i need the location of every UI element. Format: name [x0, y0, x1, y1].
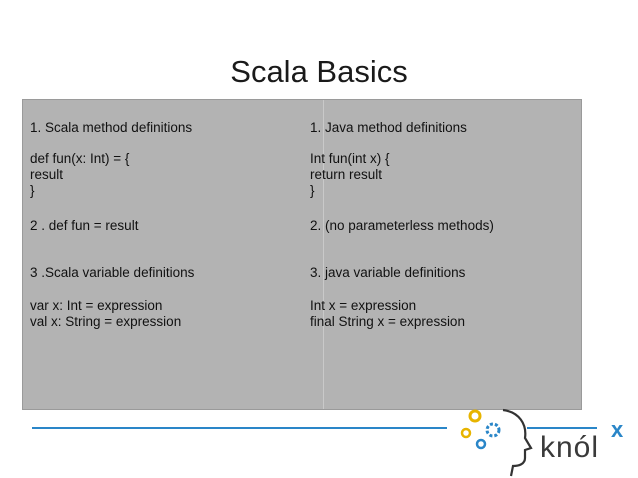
scala-variable-heading: 3 .Scala variable definitions [30, 265, 195, 280]
slide-title: Scala Basics [230, 54, 408, 89]
scala-val-line: val x: String = expression [30, 314, 182, 329]
java-code-line-1: Int fun(int x) { [310, 151, 390, 166]
java-parameterless-note: 2. (no parameterless methods) [310, 218, 494, 233]
logo-x-mark: x [611, 417, 624, 442]
scala-method-heading: 1. Scala method definitions [30, 120, 193, 135]
scala-code-line-2: result [30, 167, 64, 182]
java-method-heading: 1. Java method definitions [310, 120, 467, 135]
column-divider [323, 100, 324, 409]
scala-code-line-3: } [30, 183, 35, 198]
logo-wordmark: knól [540, 431, 600, 464]
scala-var-line: var x: Int = expression [30, 298, 163, 313]
java-variable-heading: 3. java variable definitions [310, 265, 466, 280]
comparison-table [22, 99, 582, 410]
java-code-line-3: } [310, 183, 315, 198]
java-int-line: Int x = expression [310, 298, 417, 313]
java-code-line-2: return result [310, 167, 383, 182]
scala-code-line-1: def fun(x: Int) = { [30, 151, 130, 166]
footer-rule [32, 427, 447, 429]
java-final-line: final String x = expression [310, 314, 465, 329]
scala-parameterless-def: 2 . def fun = result [30, 218, 139, 233]
